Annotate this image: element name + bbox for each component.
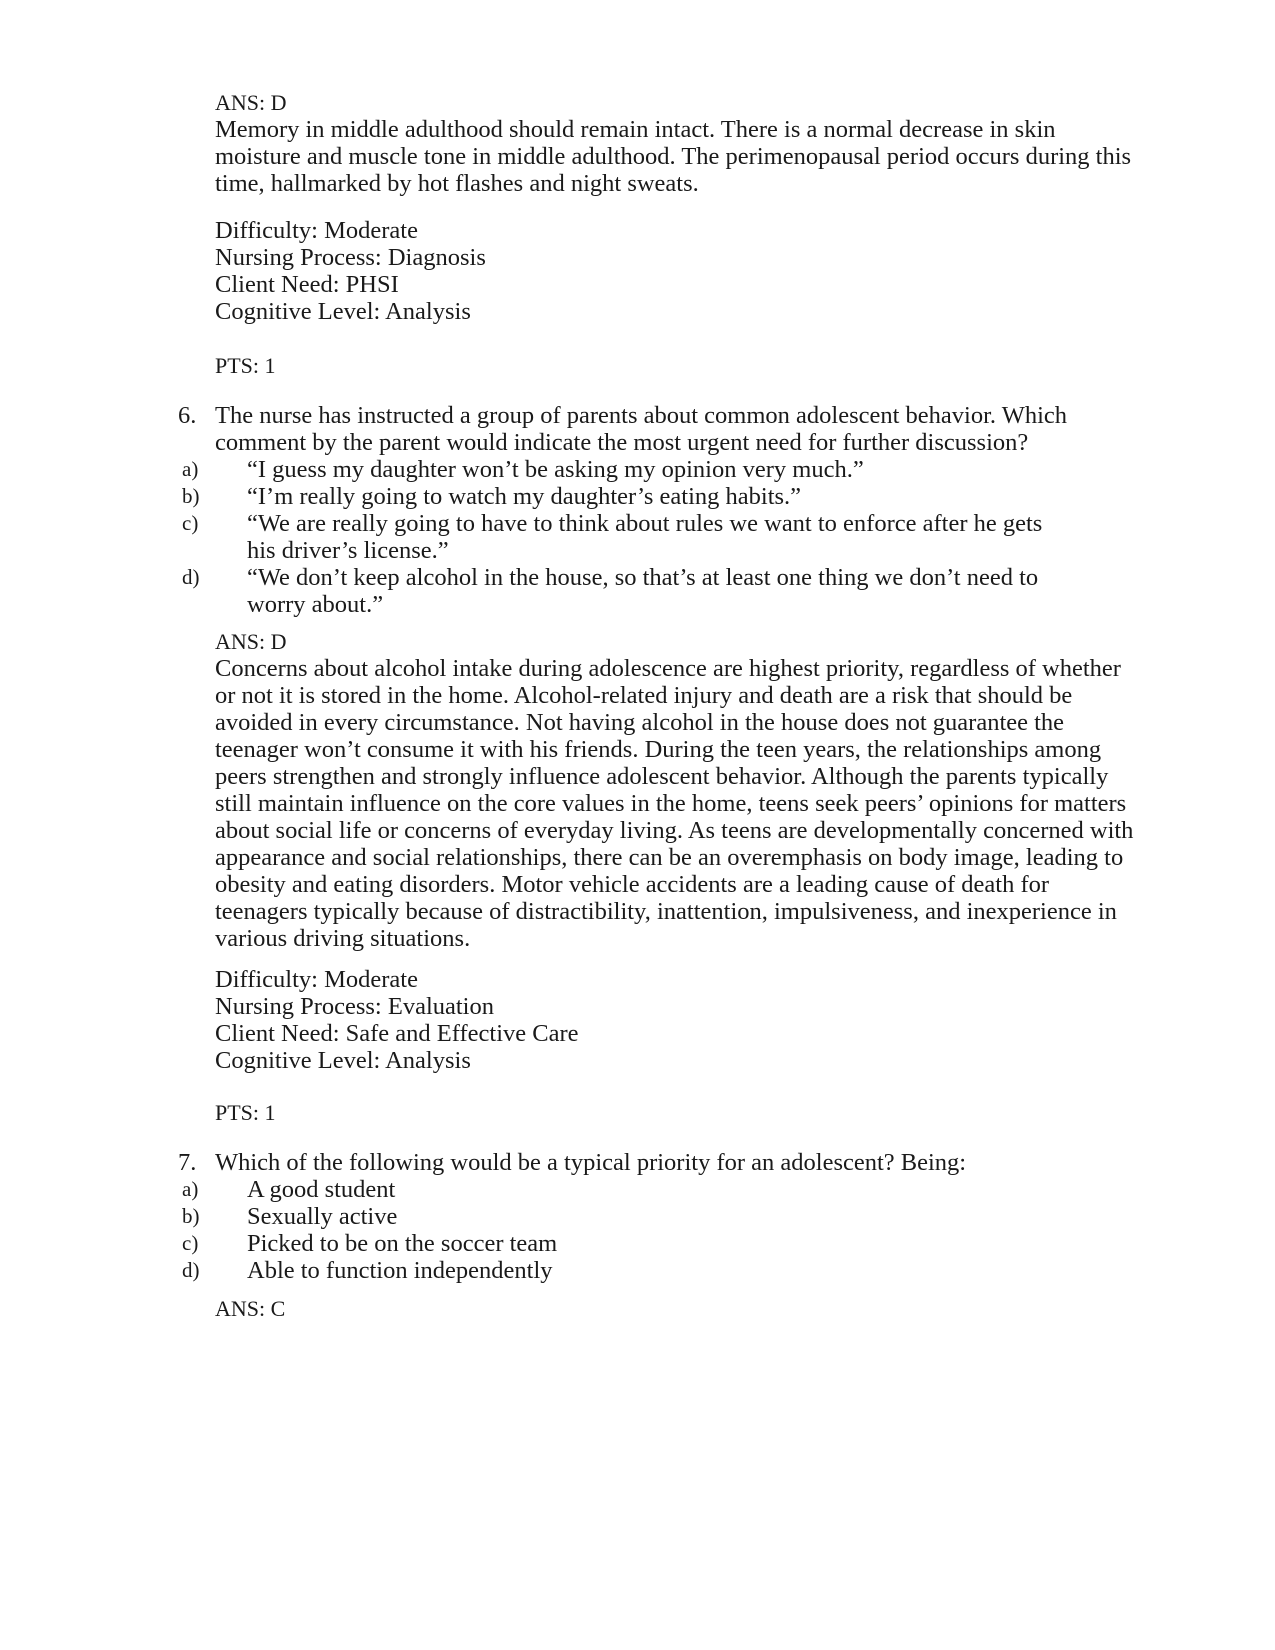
- rationale-line: or not it is stored in the home. Alcohol-related injury and death are a risk that should be: [215, 682, 1073, 709]
- cognitive-level-label: Cognitive Level: Analysis: [215, 298, 471, 325]
- q6-points: [215, 1099, 1175, 1126]
- question-stem-line: comment by the parent would indicate the most urgent need for further discussion?: [215, 429, 1029, 456]
- question-stem-line: Which of the following would be a typical priority for an adolescent? Being:: [215, 1149, 967, 1176]
- option-text: Sexually active: [247, 1203, 398, 1230]
- question-number: 6.: [178, 402, 197, 429]
- option-c: [182, 1230, 1175, 1257]
- option-text: “We are really going to have to think about rules we want to enforce after he gets: [247, 510, 1043, 537]
- option-text: worry about.”: [247, 591, 384, 618]
- answer-key: ANS: D: [215, 90, 287, 115]
- option-letter: c): [182, 511, 199, 535]
- option-text: his driver’s license.”: [247, 537, 449, 564]
- q6-answer-section: [215, 628, 1175, 952]
- rationale-line: time, hallmarked by hot flashes and night sweats.: [215, 170, 699, 197]
- option-c: [182, 510, 1175, 564]
- rationale-line: about social life or concerns of everyday living. As teens are developmentally concerned with: [215, 817, 1134, 844]
- option-b: [182, 483, 1175, 510]
- option-letter: d): [182, 1258, 200, 1282]
- rationale-line: Concerns about alcohol intake during adolescence are highest priority, regardless of whether: [215, 655, 1121, 682]
- client-need-label: Client Need: Safe and Effective Care: [215, 1020, 579, 1047]
- option-d: [182, 564, 1175, 618]
- q7-answer-section: [215, 1295, 1175, 1322]
- option-a: [182, 456, 1175, 483]
- nursing-process-label: Nursing Process: Diagnosis: [215, 244, 486, 271]
- rationale-line: teenagers typically because of distractibility, inattention, impulsiveness, and inexperience in: [215, 898, 1117, 925]
- option-letter: b): [182, 1204, 200, 1228]
- answer-key: ANS: C: [215, 1296, 286, 1321]
- nursing-process-label: Nursing Process: Evaluation: [215, 993, 494, 1020]
- question-number: 7.: [178, 1149, 197, 1176]
- rationale-line: avoided in every circumstance. Not having alcohol in the house does not guarantee the: [215, 709, 1065, 736]
- option-letter: a): [182, 1177, 199, 1201]
- option-b: [182, 1203, 1175, 1230]
- prev-meta-section: [215, 217, 1175, 325]
- question-6: [178, 402, 1175, 618]
- difficulty-label: Difficulty: Moderate: [215, 966, 418, 993]
- option-text: “We don’t keep alcohol in the house, so that’s at least one thing we don’t need to: [247, 564, 1039, 591]
- difficulty-label: Difficulty: Moderate: [215, 217, 418, 244]
- cognitive-level-label: Cognitive Level: Analysis: [215, 1047, 471, 1074]
- prev-answer-section: [215, 89, 1175, 197]
- rationale-line: still maintain influence on the core values in the home, teens seek peers’ opinions for matters: [215, 790, 1127, 817]
- option-text: Picked to be on the soccer team: [247, 1230, 558, 1257]
- option-a: [182, 1176, 1175, 1203]
- rationale-line: obesity and eating disorders. Motor vehicle accidents are a leading cause of death for: [215, 871, 1050, 898]
- option-d: [182, 1257, 1175, 1284]
- option-letter: d): [182, 565, 200, 589]
- option-text: Able to function independently: [247, 1257, 553, 1284]
- option-letter: b): [182, 484, 200, 508]
- rationale-line: appearance and social relationships, there can be an overemphasis on body image, leading to: [215, 844, 1124, 871]
- question-stem-line: The nurse has instructed a group of parents about common adolescent behavior. Which: [215, 402, 1068, 429]
- rationale-line: peers strengthen and strongly influence adolescent behavior. Although the parents typically: [215, 763, 1109, 790]
- rationale-line: teenager won’t consume it with his friends. During the teen years, the relationships among: [215, 736, 1102, 763]
- option-letter: c): [182, 1231, 199, 1255]
- points-label: PTS: 1: [215, 353, 276, 378]
- rationale-line: various driving situations.: [215, 925, 471, 952]
- prev-points: [215, 352, 1175, 379]
- client-need-label: Client Need: PHSI: [215, 271, 399, 298]
- rationale-line: Memory in middle adulthood should remain intact. There is a normal decrease in skin: [215, 116, 1056, 143]
- points-label: PTS: 1: [215, 1100, 276, 1125]
- option-text: A good student: [247, 1176, 396, 1203]
- option-text: “I guess my daughter won’t be asking my opinion very much.”: [247, 456, 864, 483]
- answer-key: ANS: D: [215, 629, 287, 654]
- option-letter: a): [182, 457, 199, 481]
- question-7: [178, 1149, 1175, 1284]
- rationale-line: moisture and muscle tone in middle adulthood. The perimenopausal period occurs during this: [215, 143, 1132, 170]
- option-text: “I’m really going to watch my daughter’s eating habits.”: [247, 483, 802, 510]
- q6-meta-section: [215, 966, 1175, 1074]
